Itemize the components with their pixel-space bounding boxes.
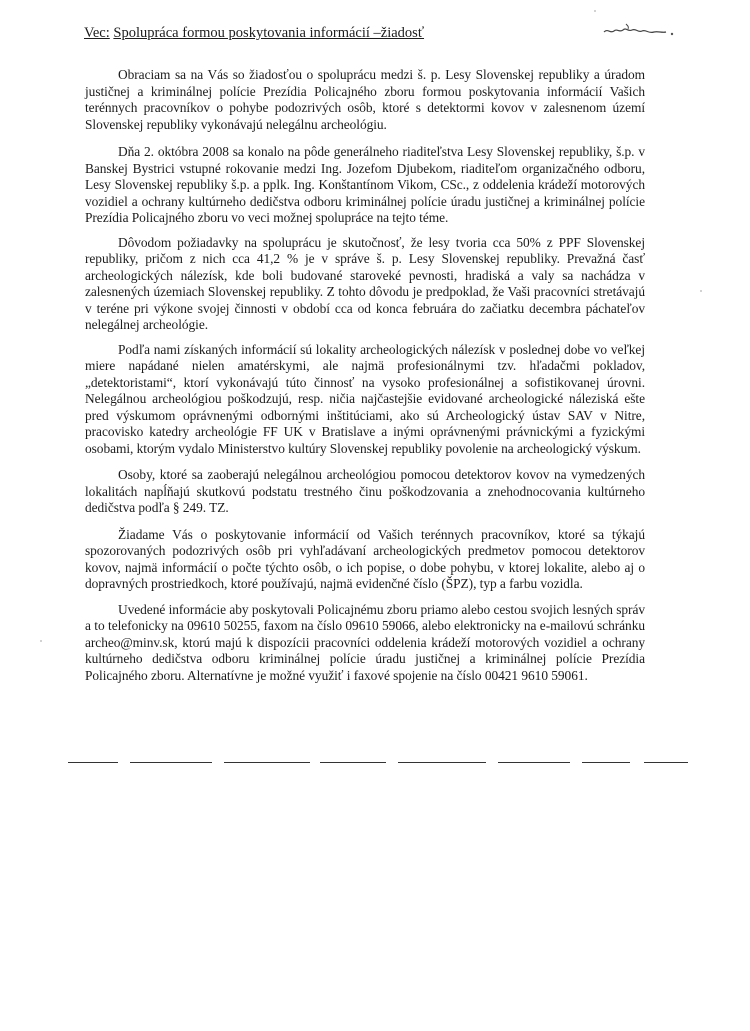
subject-label: Vec: xyxy=(84,25,110,41)
handwritten-signature xyxy=(602,18,677,42)
paragraph-contacts: Uvedené informácie aby poskytovali Policajnému zboru priamo alebo cestou svojich lesných správ a to telefonicky na 09610 50255, faxom na číslo 09610 59066, alebo elektronicky na e-mailovú schránku archeo@minv.sk, ktorú majú k dispozícii pracovníci oddelenia krádeží motorových vozidiel a ochrany kultúrneho dedičstva odboru kriminálnej polície úradu justičnej a kriminálnej polície Prezídia Policajného zboru. Alternatívne je možné využiť i faxové spojenie na číslo 00421 9610 59061. xyxy=(85,601,645,683)
scan-speck xyxy=(594,10,596,12)
paragraph-meeting: Dňa 2. októbra 2008 sa konalo na pôde generálneho riaditeľstva Lesy Slovenskej republiky, š.p. v Banskej Bystrici vstupné rokovanie medzi Ing. Jozefom Djubekom, riaditeľom organizačného odboru, Lesy Slovenskej republiky š.p. a pplk. Ing. Konštantínom Vikom, CSc., z oddelenia krádeží motorových vozidiel a ochrany kultúrneho dedičstva odboru kriminálnej polície úradu justičnej a kriminálnej polície Prezídia Policajného zboru vo veci možnej spolupráce na tejto téme. xyxy=(85,144,645,225)
scan-speck xyxy=(40,640,42,642)
letter-body xyxy=(85,67,645,684)
dashed-separator xyxy=(68,757,688,769)
subject-text: Spolupráca formou poskytovania informácií –žiadosť xyxy=(113,25,425,41)
scan-speck xyxy=(700,290,702,292)
subject-line xyxy=(84,24,604,42)
paragraph-offense: Osoby, ktoré sa zaoberajú nelegálnou archeológiou pomocou detektorov kovov na vymedzených lokalitách napĺňajú skutkovú podstatu trestného činu poškodzovania a znehodnocovania kultúrneho dedičstva podľa § 249. TZ. xyxy=(85,467,645,515)
paragraph-reason: Dôvodom požiadavky na spoluprácu je skutočnosť, že lesy tvoria cca 50% z PPF Slovenskej republiky, pričom z nich cca 41,2 % je v správe š. p. Lesy Slovenskej republiky. Prevažná časť archeologických nálezísk, kde boli budované staroveké pevnosti, hradiská a valy sa nachádza v zalesnených územiach Slovenskej republiky. Z tohto dôvodu je predpoklad, že Vaši pracovníci stretávajú v teréne pri výkone svojej činnosti v období cca od konca februára do začiatku decembra páchateľov nelegálnej archeológie. xyxy=(85,234,645,332)
paragraph-information: Podľa nami získaných informácií sú lokality archeologických nálezísk v poslednej dobe vo veľkej miere napádané nielen amatérskymi, ale najmä profesionálnymi tzv. hľadačmi pokladov, „detektoristami“, ktorí vykonávajú túto činnosť na vysoko profesionálnej a sofistikovanej úrovni. Nelegálnou archeológiou poškodzujú, resp. ničia najčastejšie evidované archeologické náleziská ešte pred výskumom oprávnenými odbornými inštitúciami, ako sú Archeologický ústav SAV v Nitre, pracovisko katedry archeológie FF UK v Bratislave a inými oprávnenými právnickými a fyzickými osobami, ktorým vydalo Ministerstvo kultúry Slovenskej republiky povolenie na archeologický výskum. xyxy=(85,341,645,456)
paragraph-request: Obraciam sa na Vás so žiadosťou o spoluprácu medzi š. p. Lesy Slovenskej republiky a úradom justičnej a kriminálnej polície Prezídia Policajného zboru formou poskytovania informácií Vašich terénnych pracovníkov o pohybe podozrivých osôb, ktoré s detektormi kovov v zalesnenom území Slovenskej republiky vykonávajú nelegálnu archeológiu. xyxy=(85,67,645,132)
paragraph-ask: Žiadame Vás o poskytovanie informácií od Vašich terénnych pracovníkov, ktoré sa týkajú spozorovaných podozrivých osôb pri vyhľadávaní archeologických predmetov pomocou detektorov kovov, najmä informácií o počte týchto osôb, o ich popise, o dobe pohybu, v ktorej lokalite, alebo aj o dopravných prostriedkoch, ktoré používajú, najmä evidenčné číslo (ŠPZ), typ a farbu vozidla. xyxy=(85,526,645,591)
